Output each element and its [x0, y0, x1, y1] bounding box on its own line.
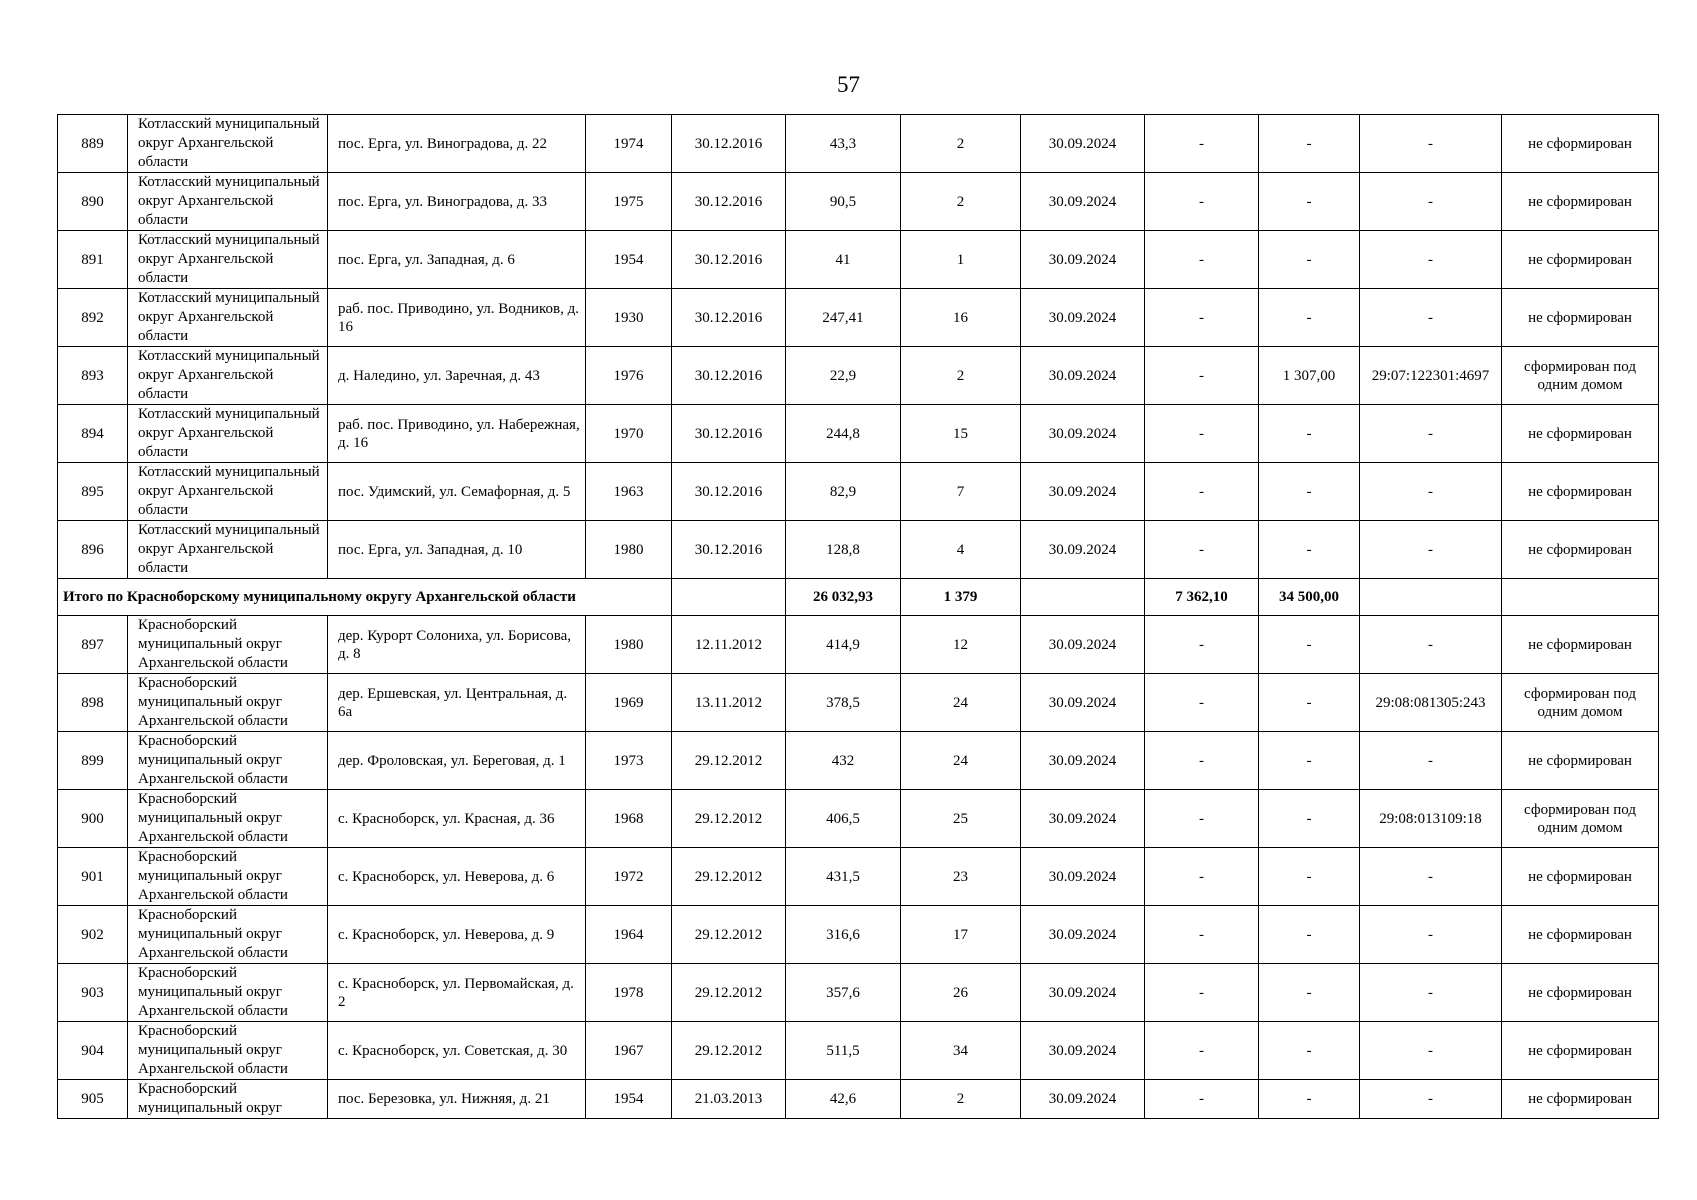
area-cell: 42,6: [786, 1080, 901, 1119]
municipality-cell: Красноборский муниципальный округ Архангельской области: [128, 848, 328, 906]
page-number: 57: [837, 72, 860, 97]
recognition-date-cell: 29.12.2012: [672, 790, 786, 848]
row-number: 894: [58, 405, 128, 463]
land-area-cell: -: [1259, 289, 1360, 347]
recognition-date-cell: 30.12.2016: [672, 405, 786, 463]
year-built-cell: 1967: [586, 1022, 672, 1080]
address-cell: пос. Удимский, ул. Семафорная, д. 5: [328, 463, 586, 521]
table-row: [58, 674, 1659, 732]
residents-cell: 17: [901, 906, 1021, 964]
cadastral-number-cell: 29:07:122301:4697: [1360, 347, 1502, 405]
column-9-cell: -: [1145, 1080, 1259, 1119]
row-number: 904: [58, 1022, 128, 1080]
year-built-cell: 1973: [586, 732, 672, 790]
recognition-date-cell: 21.03.2013: [672, 1080, 786, 1119]
row-number: 890: [58, 173, 128, 231]
year-built-cell: 1930: [586, 289, 672, 347]
address-cell: дер. Курорт Солониха, ул. Борисова, д. 8: [328, 616, 586, 674]
subtotal-col10: 34 500,00: [1259, 579, 1360, 616]
resettlement-deadline-cell: 30.09.2024: [1021, 521, 1145, 579]
land-area-cell: -: [1259, 115, 1360, 173]
row-number: 903: [58, 964, 128, 1022]
recognition-date-cell: 30.12.2016: [672, 115, 786, 173]
cadastral-number-cell: -: [1360, 964, 1502, 1022]
year-built-cell: 1963: [586, 463, 672, 521]
cadastral-number-cell: -: [1360, 1080, 1502, 1119]
year-built-cell: 1954: [586, 1080, 672, 1119]
area-cell: 511,5: [786, 1022, 901, 1080]
resettlement-deadline-cell: 30.09.2024: [1021, 616, 1145, 674]
column-9-cell: -: [1145, 173, 1259, 231]
cadastral-number-cell: -: [1360, 732, 1502, 790]
municipality-cell: Котласский муниципальный округ Архангельской области: [128, 289, 328, 347]
land-status-cell: не сформирован: [1502, 463, 1659, 521]
recognition-date-cell: 30.12.2016: [672, 173, 786, 231]
column-9-cell: -: [1145, 964, 1259, 1022]
address-cell: пос. Ерга, ул. Виноградова, д. 22: [328, 115, 586, 173]
row-number: 900: [58, 790, 128, 848]
recognition-date-cell: 29.12.2012: [672, 964, 786, 1022]
municipality-cell: Котласский муниципальный округ Архангельской области: [128, 405, 328, 463]
area-cell: 316,6: [786, 906, 901, 964]
area-cell: 90,5: [786, 173, 901, 231]
resettlement-deadline-cell: 30.09.2024: [1021, 674, 1145, 732]
municipality-cell: Красноборский муниципальный округ Архангельской области: [128, 674, 328, 732]
land-status-cell: не сформирован: [1502, 173, 1659, 231]
year-built-cell: 1972: [586, 848, 672, 906]
resettlement-deadline-cell: 30.09.2024: [1021, 231, 1145, 289]
residents-cell: 26: [901, 964, 1021, 1022]
area-cell: 406,5: [786, 790, 901, 848]
area-cell: 41: [786, 231, 901, 289]
land-status-cell: не сформирован: [1502, 732, 1659, 790]
municipality-cell: Котласский муниципальный округ Архангельской области: [128, 231, 328, 289]
residents-cell: 12: [901, 616, 1021, 674]
area-cell: 432: [786, 732, 901, 790]
table-row: [58, 115, 1659, 173]
land-area-cell: -: [1259, 616, 1360, 674]
table-row: [58, 289, 1659, 347]
municipality-cell: Красноборский муниципальный округ Архангельской области: [128, 906, 328, 964]
address-cell: с. Красноборск, ул. Неверова, д. 9: [328, 906, 586, 964]
column-9-cell: -: [1145, 732, 1259, 790]
column-9-cell: -: [1145, 906, 1259, 964]
recognition-date-cell: 30.12.2016: [672, 463, 786, 521]
land-area-cell: -: [1259, 674, 1360, 732]
year-built-cell: 1968: [586, 790, 672, 848]
cadastral-number-cell: -: [1360, 289, 1502, 347]
recognition-date-cell: 29.12.2012: [672, 1022, 786, 1080]
row-number: 902: [58, 906, 128, 964]
municipality-cell: Красноборский муниципальный округ Архангельской области: [128, 616, 328, 674]
land-area-cell: -: [1259, 1022, 1360, 1080]
cadastral-number-cell: -: [1360, 231, 1502, 289]
residents-cell: 2: [901, 1080, 1021, 1119]
recognition-date-cell: 12.11.2012: [672, 616, 786, 674]
table-row: [58, 1022, 1659, 1080]
land-area-cell: -: [1259, 848, 1360, 906]
table-row: [58, 463, 1659, 521]
column-9-cell: -: [1145, 115, 1259, 173]
cadastral-number-cell: -: [1360, 521, 1502, 579]
land-status-cell: не сформирован: [1502, 906, 1659, 964]
municipality-cell: Красноборский муниципальный округ Архангельской области: [128, 1022, 328, 1080]
land-status-cell: сформирован под одним домом: [1502, 347, 1659, 405]
cadastral-number-cell: -: [1360, 848, 1502, 906]
land-area-cell: -: [1259, 463, 1360, 521]
resettlement-deadline-cell: 30.09.2024: [1021, 1080, 1145, 1119]
area-cell: 128,8: [786, 521, 901, 579]
row-number: 895: [58, 463, 128, 521]
cadastral-number-cell: 29:08:081305:243: [1360, 674, 1502, 732]
resettlement-deadline-cell: 30.09.2024: [1021, 906, 1145, 964]
column-9-cell: -: [1145, 463, 1259, 521]
year-built-cell: 1980: [586, 616, 672, 674]
column-9-cell: -: [1145, 521, 1259, 579]
table-row: [58, 347, 1659, 405]
subtotal-status-cell: [1502, 579, 1659, 616]
table-row: [58, 964, 1659, 1022]
address-cell: пос. Ерга, ул. Виноградова, д. 33: [328, 173, 586, 231]
municipality-cell: Красноборский муниципальный округ Архангельской области: [128, 732, 328, 790]
municipality-cell: Красноборский муниципальный округ Архангельской области: [128, 790, 328, 848]
municipality-cell: Котласский муниципальный округ Архангельской области: [128, 347, 328, 405]
row-number: 905: [58, 1080, 128, 1119]
recognition-date-cell: 29.12.2012: [672, 848, 786, 906]
year-built-cell: 1976: [586, 347, 672, 405]
recognition-date-cell: 30.12.2016: [672, 289, 786, 347]
residents-cell: 16: [901, 289, 1021, 347]
residents-cell: 7: [901, 463, 1021, 521]
year-built-cell: 1974: [586, 115, 672, 173]
year-built-cell: 1964: [586, 906, 672, 964]
resettlement-deadline-cell: 30.09.2024: [1021, 964, 1145, 1022]
land-status-cell: не сформирован: [1502, 616, 1659, 674]
land-area-cell: -: [1259, 521, 1360, 579]
residents-cell: 24: [901, 674, 1021, 732]
residents-cell: 23: [901, 848, 1021, 906]
land-area-cell: -: [1259, 906, 1360, 964]
municipality-cell: Котласский муниципальный округ Архангельской области: [128, 521, 328, 579]
year-built-cell: 1980: [586, 521, 672, 579]
land-area-cell: 1 307,00: [1259, 347, 1360, 405]
residents-cell: 34: [901, 1022, 1021, 1080]
row-number: 899: [58, 732, 128, 790]
table-row: [58, 1080, 1659, 1119]
column-9-cell: -: [1145, 674, 1259, 732]
resettlement-deadline-cell: 30.09.2024: [1021, 790, 1145, 848]
resettlement-deadline-cell: 30.09.2024: [1021, 289, 1145, 347]
area-cell: 43,3: [786, 115, 901, 173]
cadastral-number-cell: -: [1360, 173, 1502, 231]
resettlement-deadline-cell: 30.09.2024: [1021, 115, 1145, 173]
cadastral-number-cell: -: [1360, 405, 1502, 463]
table-row: [58, 616, 1659, 674]
land-status-cell: не сформирован: [1502, 521, 1659, 579]
address-cell: д. Наледино, ул. Заречная, д. 43: [328, 347, 586, 405]
area-cell: 357,6: [786, 964, 901, 1022]
row-number: 893: [58, 347, 128, 405]
land-area-cell: -: [1259, 173, 1360, 231]
area-cell: 247,41: [786, 289, 901, 347]
land-status-cell: не сформирован: [1502, 115, 1659, 173]
resettlement-deadline-cell: 30.09.2024: [1021, 732, 1145, 790]
resettlement-deadline-cell: 30.09.2024: [1021, 1022, 1145, 1080]
area-cell: 244,8: [786, 405, 901, 463]
recognition-date-cell: 30.12.2016: [672, 231, 786, 289]
municipality-cell: Котласский муниципальный округ Архангельской области: [128, 115, 328, 173]
resettlement-deadline-cell: 30.09.2024: [1021, 848, 1145, 906]
residents-cell: 15: [901, 405, 1021, 463]
recognition-date-cell: 30.12.2016: [672, 521, 786, 579]
table-row: [58, 790, 1659, 848]
cadastral-number-cell: -: [1360, 115, 1502, 173]
address-cell: с. Красноборск, ул. Красная, д. 36: [328, 790, 586, 848]
land-status-cell: не сформирован: [1502, 289, 1659, 347]
land-area-cell: -: [1259, 790, 1360, 848]
rows-bottom-group: [58, 616, 1659, 1119]
residents-cell: 2: [901, 115, 1021, 173]
table-row: [58, 906, 1659, 964]
residents-cell: 25: [901, 790, 1021, 848]
address-cell: дер. Ершевская, ул. Центральная, д. 6а: [328, 674, 586, 732]
municipality-cell: Котласский муниципальный округ Архангельской области: [128, 463, 328, 521]
rows-top-group: [58, 115, 1659, 579]
year-built-cell: 1978: [586, 964, 672, 1022]
column-9-cell: -: [1145, 848, 1259, 906]
subtotal-group: [58, 579, 1659, 616]
resettlement-deadline-cell: 30.09.2024: [1021, 347, 1145, 405]
land-area-cell: -: [1259, 964, 1360, 1022]
subtotal-col9: 7 362,10: [1145, 579, 1259, 616]
row-number: 891: [58, 231, 128, 289]
land-status-cell: не сформирован: [1502, 1080, 1659, 1119]
column-9-cell: -: [1145, 231, 1259, 289]
residents-cell: 1: [901, 231, 1021, 289]
table-row: [58, 848, 1659, 906]
municipality-cell: Красноборский муниципальный округ: [128, 1080, 328, 1119]
cadastral-number-cell: 29:08:013109:18: [1360, 790, 1502, 848]
housing-registry-table: [57, 114, 1659, 1119]
land-area-cell: -: [1259, 405, 1360, 463]
land-status-cell: сформирован под одним домом: [1502, 674, 1659, 732]
resettlement-deadline-cell: 30.09.2024: [1021, 405, 1145, 463]
row-number: 898: [58, 674, 128, 732]
recognition-date-cell: 29.12.2012: [672, 732, 786, 790]
land-status-cell: не сформирован: [1502, 405, 1659, 463]
residents-cell: 2: [901, 347, 1021, 405]
land-area-cell: -: [1259, 732, 1360, 790]
table-row: [58, 521, 1659, 579]
address-cell: с. Красноборск, ул. Неверова, д. 6: [328, 848, 586, 906]
area-cell: 82,9: [786, 463, 901, 521]
address-cell: с. Красноборск, ул. Советская, д. 30: [328, 1022, 586, 1080]
land-status-cell: не сформирован: [1502, 964, 1659, 1022]
year-built-cell: 1969: [586, 674, 672, 732]
address-cell: раб. пос. Приводино, ул. Водников, д. 16: [328, 289, 586, 347]
area-cell: 414,9: [786, 616, 901, 674]
column-9-cell: -: [1145, 616, 1259, 674]
column-9-cell: -: [1145, 289, 1259, 347]
resettlement-deadline-cell: 30.09.2024: [1021, 463, 1145, 521]
table-row: [58, 231, 1659, 289]
recognition-date-cell: 29.12.2012: [672, 906, 786, 964]
municipality-cell: Котласский муниципальный округ Архангельской области: [128, 173, 328, 231]
year-built-cell: 1970: [586, 405, 672, 463]
address-cell: пос. Ерга, ул. Западная, д. 10: [328, 521, 586, 579]
cadastral-number-cell: -: [1360, 616, 1502, 674]
year-built-cell: 1954: [586, 231, 672, 289]
area-cell: 22,9: [786, 347, 901, 405]
subtotal-cadastral-cell: [1360, 579, 1502, 616]
address-cell: дер. Фроловская, ул. Береговая, д. 1: [328, 732, 586, 790]
column-9-cell: -: [1145, 1022, 1259, 1080]
land-status-cell: не сформирован: [1502, 848, 1659, 906]
row-number: 897: [58, 616, 128, 674]
cadastral-number-cell: -: [1360, 1022, 1502, 1080]
resettlement-deadline-cell: 30.09.2024: [1021, 173, 1145, 231]
land-status-cell: сформирован под одним домом: [1502, 790, 1659, 848]
address-cell: пос. Березовка, ул. Нижняя, д. 21: [328, 1080, 586, 1119]
land-status-cell: не сформирован: [1502, 1022, 1659, 1080]
subtotal-deadline-cell: [1021, 579, 1145, 616]
cadastral-number-cell: -: [1360, 463, 1502, 521]
subtotal-residents: 1 379: [901, 579, 1021, 616]
subtotal-row: [58, 579, 1659, 616]
table-row: [58, 732, 1659, 790]
subtotal-label: Итого по Красноборскому муниципальному округу Архангельской области: [58, 579, 672, 616]
table-row: [58, 173, 1659, 231]
column-9-cell: -: [1145, 790, 1259, 848]
row-number: 892: [58, 289, 128, 347]
address-cell: раб. пос. Приводино, ул. Набережная, д. 16: [328, 405, 586, 463]
recognition-date-cell: 13.11.2012: [672, 674, 786, 732]
column-9-cell: -: [1145, 405, 1259, 463]
area-cell: 431,5: [786, 848, 901, 906]
residents-cell: 24: [901, 732, 1021, 790]
address-cell: с. Красноборск, ул. Первомайская, д. 2: [328, 964, 586, 1022]
subtotal-area: 26 032,93: [786, 579, 901, 616]
column-9-cell: -: [1145, 347, 1259, 405]
year-built-cell: 1975: [586, 173, 672, 231]
row-number: 901: [58, 848, 128, 906]
address-cell: пос. Ерга, ул. Западная, д. 6: [328, 231, 586, 289]
residents-cell: 2: [901, 173, 1021, 231]
municipality-cell: Красноборский муниципальный округ Архангельской области: [128, 964, 328, 1022]
table-row: [58, 405, 1659, 463]
area-cell: 378,5: [786, 674, 901, 732]
row-number: 896: [58, 521, 128, 579]
recognition-date-cell: 30.12.2016: [672, 347, 786, 405]
row-number: 889: [58, 115, 128, 173]
cadastral-number-cell: -: [1360, 906, 1502, 964]
land-area-cell: -: [1259, 1080, 1360, 1119]
land-area-cell: -: [1259, 231, 1360, 289]
land-status-cell: не сформирован: [1502, 231, 1659, 289]
residents-cell: 4: [901, 521, 1021, 579]
subtotal-date-cell: [672, 579, 786, 616]
